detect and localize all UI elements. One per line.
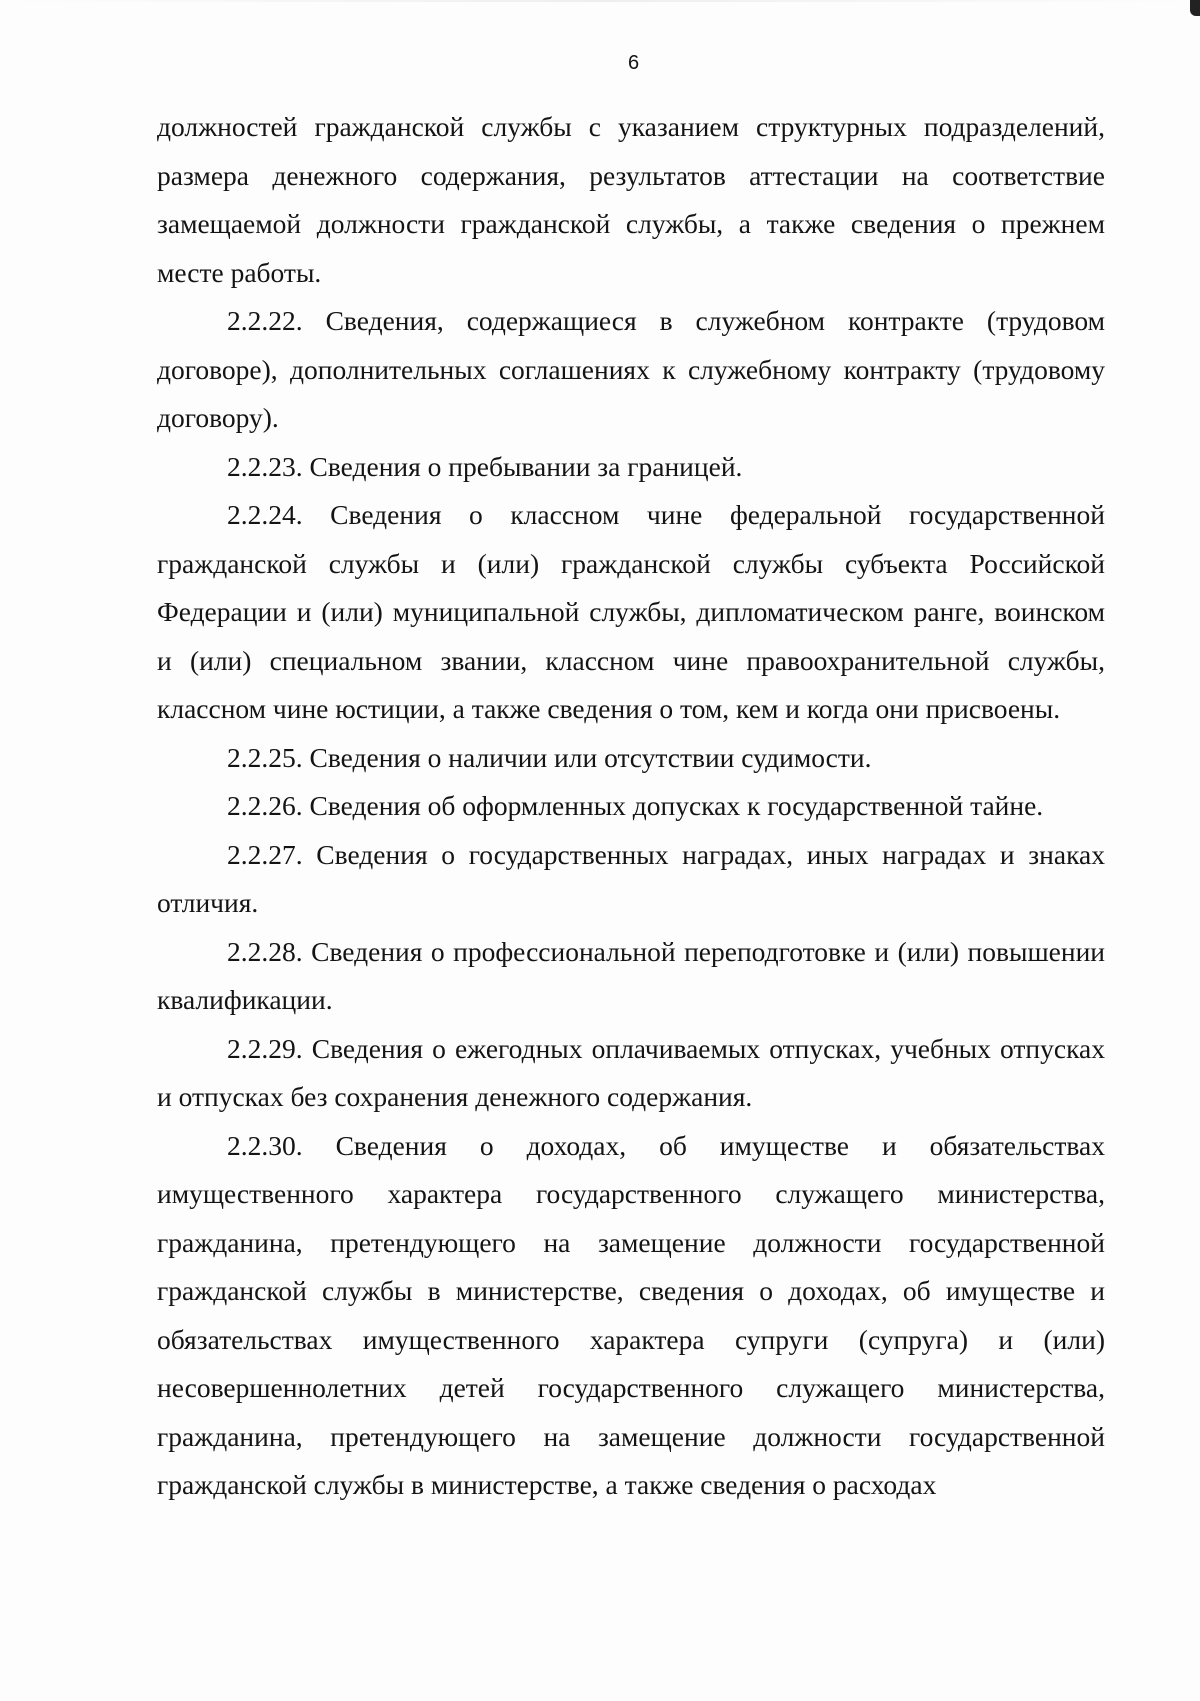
paragraph-2-2-22: 2.2.22. Сведения, содержащиеся в служебном контракте (трудовом договоре), дополнительных соглашениях к служебному контракту (трудовому договору). [157,305,1105,433]
paragraph-2-2-30: 2.2.30. Сведения о доходах, об имуществе и обязательствах имущественного характера государственного служащего министерства, гражданина, претендующего на замещение должности государственной гражданской службы в министерстве, сведения о доходах, об имуществе и обязательствах имущественного характера супруги (супруга) и (или) несовершеннолетних детей государственного служащего министерства, гражданина, претендующего на замещение должности государственной гражданской службы в министерстве, а также сведения о расходах [157,1129,1105,1500]
paragraph-2-2-26: 2.2.26. Сведения об оформленных допусках к государственной тайне. [227,790,1044,821]
scan-mark [1190,0,1200,16]
document-body [157,103,1105,1510]
paragraph-2-2-28: 2.2.28. Сведения о профессиональной переподготовке и (или) повышении квалификации. [157,935,1105,1015]
scan-edge [0,0,1200,2]
paragraph-2-2-29: 2.2.29. Сведения о ежегодных оплачиваемых отпусках, учебных отпусках и отпусках без сохранения денежного содержания. [157,1032,1105,1112]
page-number: 6 [627,52,640,74]
paragraph-2-2-25: 2.2.25. Сведения о наличии или отсутствии судимости. [227,741,872,773]
paragraph-2-2-24: 2.2.24. Сведения о классном чине федеральной государственной гражданской службы и (или) гражданской службы субъекта Российской Федерации и (или) муниципальной службы, дипломатическом ранге, воинском и (или) специальном звании, классном чине правоохранительной службы, классном чине юстиции, а также сведения о том, кем и когда они присвоены. [157,499,1105,724]
paragraph-2-2-27: 2.2.27. Сведения о государственных наградах, иных наградах и знаках отличия. [157,838,1105,918]
paragraph-continuation: должностей гражданской службы с указанием структурных подразделений, размера денежного содержания, результатов аттестации на соответствие замещаемой должности гражданской службы, а также сведения о прежнем месте работы. [157,111,1105,288]
paragraph-2-2-23: 2.2.23. Сведения о пребывании за границей. [227,450,743,482]
